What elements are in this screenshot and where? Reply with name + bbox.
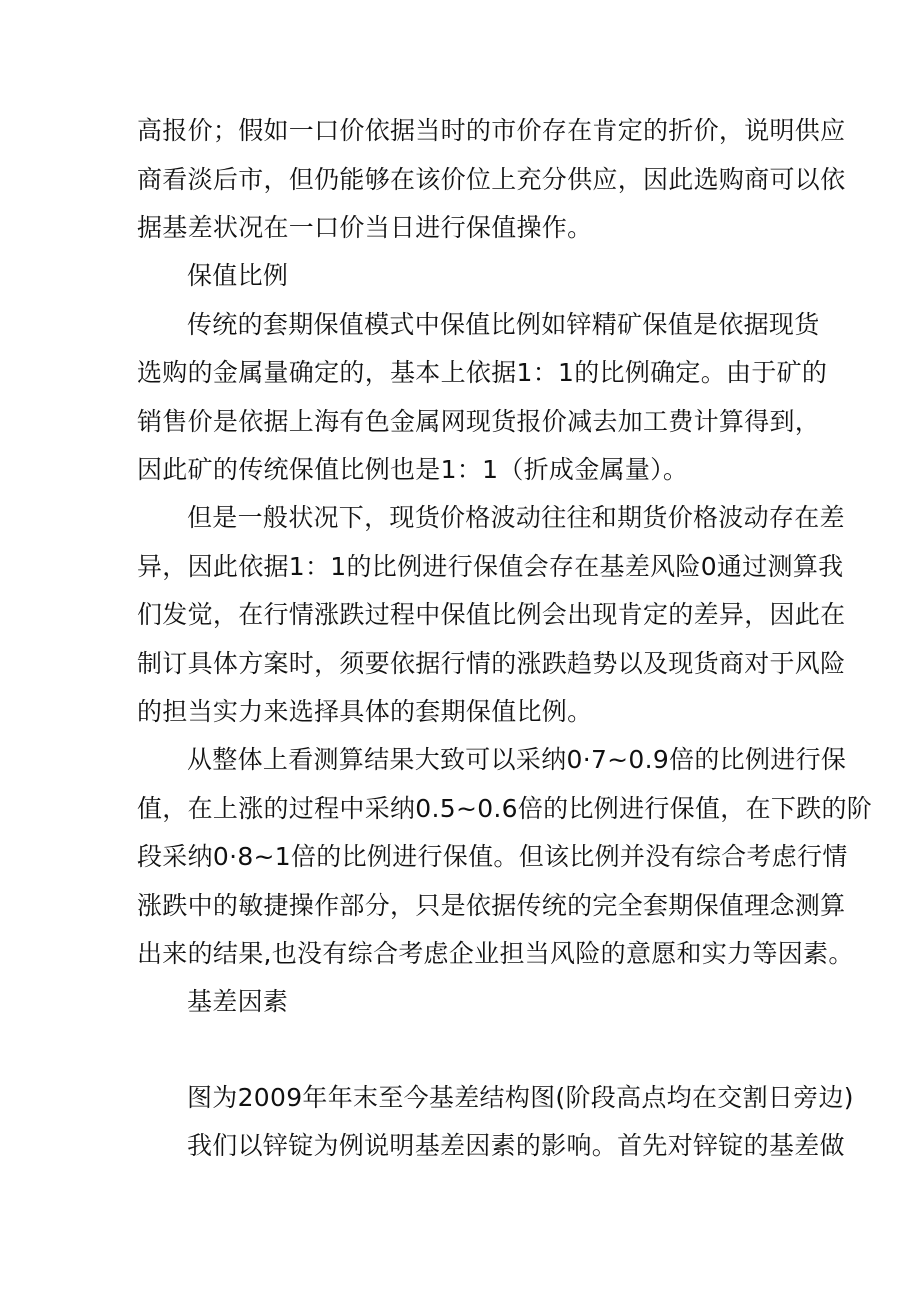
text-line-11: 们发觉，在行情涨跌过程中保值比例会出现肯定的差异，因此在 [137, 600, 846, 629]
text-line-1: 高报价；假如一口价依据当时的市价存在肯定的折价，说明供应 [137, 116, 846, 145]
text-line-15: 值，在上涨的过程中采纳0.5~0.6倍的比例进行保值，在下跌的阶 [137, 794, 873, 823]
text-line-7: 销售价是依据上海有色金属网现货报价减去加工费计算得到， [137, 407, 821, 436]
text-line-13: 的担当实力来选择具体的套期保值比例。 [137, 697, 593, 726]
text-line-17: 涨跌中的敏捷操作部分，只是依据传统的完全套期保值理念测算 [137, 891, 846, 920]
text-line-16: 段采纳0·8~1倍的比例进行保值。但该比例并没有综合考虑行情 [137, 842, 848, 871]
section-heading-hedge-ratio: 保值比例 [187, 261, 289, 290]
text-line-5: 传统的套期保值模式中保值比例如锌精矿保值是依据现货 [187, 310, 820, 339]
text-line-9: 但是一般状况下，现货价格波动往往和期货价格波动存在差 [187, 503, 845, 532]
text-line-12: 制订具体方案时，须要依据行情的涨跌趋势以及现货商对于风险 [137, 649, 846, 678]
section-heading-basis-factor: 基差因素 [187, 987, 289, 1016]
text-line-10: 异，因此依据1：1的比例进行保值会存在基差风险0通过测算我 [137, 552, 844, 581]
text-line-2: 商看淡后市，但仍能够在该价位上充分供应，因此选购商可以依 [137, 165, 846, 194]
text-line-8: 因此矿的传统保值比例也是1：1（折成金属量）。 [137, 455, 689, 484]
text-line-18: 出来的结果,也没有综合考虑企业担当风险的意愿和实力等因素。 [137, 939, 854, 968]
figure-caption: 图为2009年年末至今基差结构图(阶段高点均在交割日旁边) [187, 1083, 854, 1112]
text-line-14: 从整体上看测算结果大致可以采纳0·7~0.9倍的比例进行保 [187, 745, 847, 774]
text-line-6: 选购的金属量确定的，基本上依据1：1的比例确定。由于矿的 [137, 358, 828, 387]
text-line-3: 据基差状况在一口价当日进行保值操作。 [137, 213, 593, 242]
text-line-21: 我们以锌锭为例说明基差因素的影响。首先对锌锭的基差做 [187, 1131, 845, 1160]
